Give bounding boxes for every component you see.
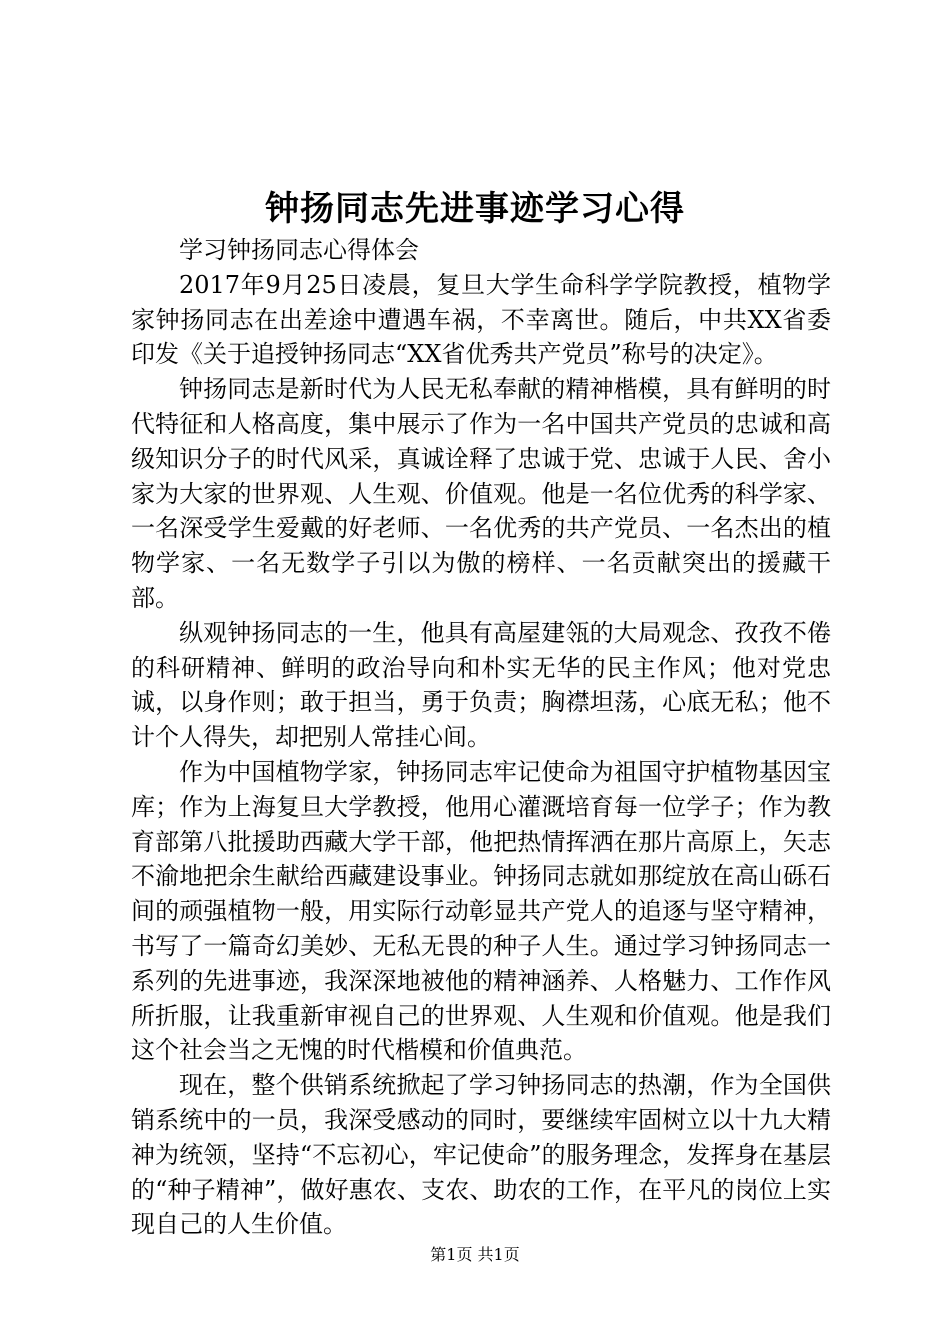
body-paragraph: 现在，整个供销系统掀起了学习钟扬同志的热潮，作为全国供销系统中的一员，我深受感动的同时，要继续牢固树立以十九大精神为统领，坚持“不忘初心，牢记使命”的服务理念，发挥身在基层的“种子精神”，做好惠农、支农、助农的工作，在平凡的岗位上实现自己的人生价值。 (131, 1071, 831, 1239)
document-body (131, 233, 831, 1242)
body-paragraph: 作为中国植物学家，钟扬同志牢记使命为祖国守护植物基因宝库；作为上海复旦大学教授，他用心灌溉培育每一位学子；作为教育部第八批援助西藏大学干部，他把热情挥洒在那片高原上，矢志不渝地把余生献给西藏建设事业。钟扬同志就如那绽放在高山砾石间的顽强植物一般，用实际行动彰显共产党人的追逐与坚守精神，书写了一篇奇幻美妙、无私无畏的种子人生。通过学习钟扬同志一系列的先进事迹，我深深地被他的精神涵养、人格魅力、工作作风所折服，让我重新审视自己的世界观、人生观和价值观。他是我们这个社会当之无愧的时代楷模和价值典范。 (131, 757, 831, 1065)
page-number-footer: 第1页 共1页 (430, 1245, 520, 1264)
body-paragraph: 2017年9月25日凌晨，复旦大学生命科学学院教授，植物学家钟扬同志在出差途中遭遇车祸，不幸离世。随后，中共XX省委印发《关于追授钟扬同志“XX省优秀共产党员”称号的决定》。 (131, 270, 831, 369)
document-title: 钟扬同志先进事迹学习心得 (265, 189, 685, 229)
body-paragraph: 钟扬同志是新时代为人民无私奉献的精神楷模，具有鲜明的时代特征和人格高度，集中展示了作为一名中国共产党员的忠诚和高级知识分子的时代风采，真诚诠释了忠诚于党、忠诚于人民、舍小家为大家的世界观、人生观、价值观。他是一名位优秀的科学家、一名深受学生爱戴的好老师、一名优秀的共产党员、一名杰出的植物学家、一名无数学子引以为傲的榜样、一名贡献突出的援藏干部。 (131, 375, 831, 612)
subtitle-paragraph: 学习钟扬同志心得体会 (179, 236, 419, 264)
body-paragraph: 纵观钟扬同志的一生，他具有高屋建瓴的大局观念、孜孜不倦的科研精神、鲜明的政治导向和朴实无华的民主作风；他对党忠诚，以身作则；敢于担当，勇于负责；胸襟坦荡，心底无私；他不计个人得失，却把别人常挂心间。 (131, 618, 831, 752)
